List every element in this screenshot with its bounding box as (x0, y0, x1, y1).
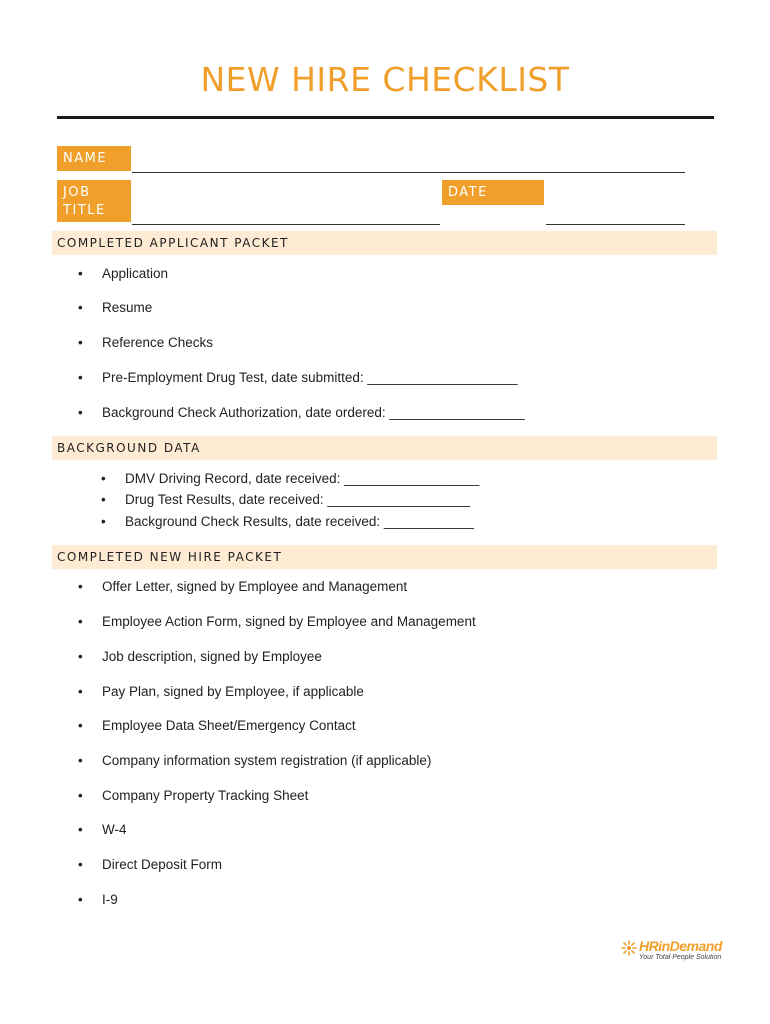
job-title-label-line2: TITLE (63, 203, 106, 218)
job-title-label (57, 180, 131, 222)
list-item: • Drug Test Results, date received: ___________________ (101, 492, 471, 507)
bullet-icon: • (78, 614, 83, 629)
job-title-label-line1: JOB (63, 185, 91, 200)
page-title: NEW HIRE CHECKLIST (200, 60, 570, 99)
bullet-icon: • (78, 405, 83, 420)
name-label: NAME (57, 146, 131, 171)
list-item: • W-4 (78, 822, 127, 837)
list-item: • Employee Data Sheet/Emergency Contact (78, 718, 356, 733)
list-item: • Company information system registration (if applicable) (78, 753, 432, 768)
bullet-icon: • (78, 300, 83, 315)
bullet-icon: • (101, 492, 106, 507)
date-label: DATE (442, 180, 544, 205)
section-heading-background-data: BACKGROUND DATA (52, 436, 717, 460)
bullet-icon: • (78, 649, 83, 664)
bullet-icon: • (78, 892, 83, 907)
company-logo (621, 938, 721, 964)
section-heading-applicant-packet: COMPLETED APPLICANT PACKET (52, 231, 717, 255)
list-item: • Job description, signed by Employee (78, 649, 322, 664)
bullet-icon: • (78, 857, 83, 872)
bullet-icon: • (78, 718, 83, 733)
bullet-icon: • (78, 579, 83, 594)
bullet-icon: • (101, 514, 106, 529)
title-divider (57, 116, 714, 119)
bullet-icon: • (78, 266, 83, 281)
list-item: • Background Check Results, date received: ____________ (101, 514, 474, 529)
list-item: • DMV Driving Record, date received: __________________ (101, 471, 480, 486)
list-item: • Reference Checks (78, 335, 214, 350)
list-item: • Company Property Tracking Sheet (78, 788, 309, 803)
list-item: • Application (78, 266, 169, 281)
bullet-icon: • (78, 684, 83, 699)
logo-tagline: Your Total People Solution (639, 954, 722, 961)
list-item: • I-9 (78, 892, 118, 907)
list-item: • Employee Action Form, signed by Employee and Management (78, 614, 476, 629)
list-item: • Pay Plan, signed by Employee, if applicable (78, 684, 364, 699)
name-field-line[interactable] (132, 172, 685, 173)
bullet-icon: • (78, 822, 83, 837)
list-item: • Background Check Authorization, date ordered: __________________ (78, 405, 525, 420)
bullet-icon: • (78, 788, 83, 803)
bullet-icon: • (78, 335, 83, 350)
list-item: • Offer Letter, signed by Employee and Management (78, 579, 408, 594)
list-item: • Pre-Employment Drug Test, date submitted: ____________________ (78, 370, 518, 385)
sunburst-icon (621, 940, 637, 956)
list-item: • Resume (78, 300, 153, 315)
list-item: • Direct Deposit Form (78, 857, 223, 872)
bullet-icon: • (78, 753, 83, 768)
logo-brand-text: HRinDemand (639, 938, 722, 954)
date-field-line[interactable] (546, 224, 685, 225)
section-heading-new-hire-packet: COMPLETED NEW HIRE PACKET (52, 545, 717, 569)
bullet-icon: • (101, 471, 106, 486)
bullet-icon: • (78, 370, 83, 385)
job-title-field-line[interactable] (132, 224, 440, 225)
